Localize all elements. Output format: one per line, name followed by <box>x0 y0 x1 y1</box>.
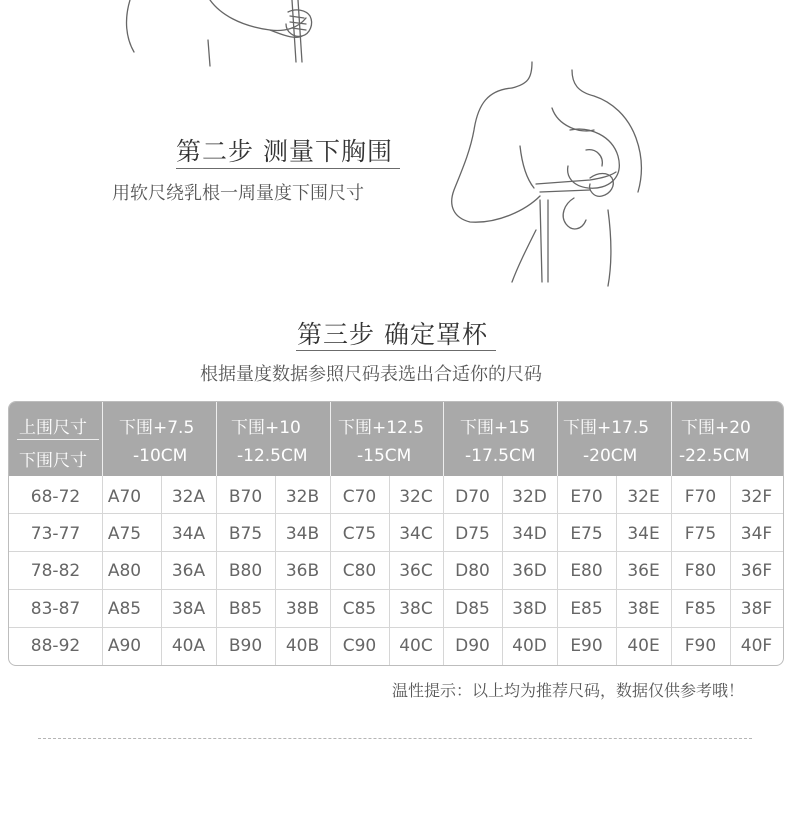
size-cell: F90 <box>684 636 717 656</box>
size-cell: 32F <box>740 487 773 507</box>
column-header-top: 下围+7.5 <box>119 418 195 438</box>
band-size-cell: 78-82 <box>30 561 81 581</box>
column-header-top: 下围+15 <box>460 418 530 438</box>
step3-title: 第三步 确定罩杯 <box>297 320 488 349</box>
measuring-tape-figure-icon <box>120 0 320 70</box>
dashed-divider <box>38 738 752 739</box>
size-cell: A70 <box>107 487 142 507</box>
header-divider <box>216 402 217 476</box>
size-cell: F70 <box>684 487 717 507</box>
size-cell: 36B <box>285 561 320 581</box>
size-cell: 40A <box>171 636 206 656</box>
size-cell: B70 <box>228 487 263 507</box>
column-header-top: 下围+12.5 <box>338 418 425 438</box>
size-cell: 40D <box>512 636 547 656</box>
header-left-divider <box>17 439 99 440</box>
step2-title-underline <box>176 168 400 169</box>
table-header <box>9 402 783 476</box>
header-top-left: 上围尺寸 <box>19 418 87 438</box>
column-header-top: 下围+20 <box>681 418 751 438</box>
step2-title: 第二步 测量下胸围 <box>176 137 393 166</box>
header-bottom-left: 下围尺寸 <box>19 451 87 471</box>
size-cell: 38D <box>512 599 547 619</box>
size-cell: B80 <box>228 561 263 581</box>
size-cell: 32E <box>627 487 660 507</box>
size-cell: 34E <box>627 524 660 544</box>
table-row <box>9 479 783 516</box>
column-header-bottom: -17.5CM <box>465 446 536 466</box>
size-cell: C85 <box>342 599 377 619</box>
size-cell: C75 <box>342 524 377 544</box>
size-cell: D70 <box>455 487 490 507</box>
column-header-bottom: -22.5CM <box>679 446 750 466</box>
column-header-top: 下围+17.5 <box>563 418 650 438</box>
table-row <box>9 591 783 628</box>
column-header-bottom: -15CM <box>357 446 412 466</box>
header-divider <box>443 402 444 476</box>
size-cell: D80 <box>455 561 490 581</box>
size-cell: 40B <box>285 636 320 656</box>
size-cell: 36E <box>627 561 660 581</box>
column-header-bottom: -10CM <box>133 446 188 466</box>
size-cell: 40C <box>399 636 433 656</box>
band-size-cell: 73-77 <box>30 524 81 544</box>
size-cell: E85 <box>570 599 603 619</box>
size-cell: F80 <box>684 561 717 581</box>
size-cell: 32C <box>399 487 433 507</box>
size-cell: 38C <box>399 599 433 619</box>
size-cell: 36A <box>171 561 206 581</box>
size-cell: D90 <box>455 636 490 656</box>
size-cell: 32B <box>285 487 320 507</box>
size-cell: A90 <box>107 636 142 656</box>
size-cell: 34C <box>399 524 433 544</box>
size-cell: 38E <box>627 599 660 619</box>
size-cell: E75 <box>570 524 603 544</box>
size-cell: F75 <box>684 524 717 544</box>
size-cell: 36C <box>399 561 433 581</box>
column-header-bottom: -20CM <box>583 446 638 466</box>
header-divider <box>102 402 103 476</box>
size-cell: E90 <box>570 636 603 656</box>
size-cell: B90 <box>228 636 263 656</box>
step3-subtitle: 根据量度数据参照尺码表选出合适你的尺码 <box>200 364 542 385</box>
size-cell: E80 <box>570 561 603 581</box>
size-cell: F85 <box>684 599 717 619</box>
size-cell: 36F <box>740 561 773 581</box>
table-row <box>9 628 783 665</box>
header-divider <box>671 402 672 476</box>
size-chart-table <box>8 401 784 666</box>
column-header-bottom: -12.5CM <box>237 446 308 466</box>
size-cell: 34F <box>740 524 773 544</box>
size-cell: 36D <box>512 561 547 581</box>
band-size-cell: 68-72 <box>30 487 81 507</box>
size-cell: D85 <box>455 599 490 619</box>
step3-title-underline <box>296 350 496 351</box>
size-cell: C70 <box>342 487 377 507</box>
size-cell: 32A <box>171 487 206 507</box>
size-cell: B75 <box>228 524 263 544</box>
header-divider <box>557 402 558 476</box>
size-cell: A80 <box>107 561 142 581</box>
size-cell: 32D <box>512 487 547 507</box>
band-size-cell: 83-87 <box>30 599 81 619</box>
size-cell: 40E <box>627 636 660 656</box>
size-cell: A85 <box>107 599 142 619</box>
size-cell: 34D <box>512 524 547 544</box>
size-notice: 温性提示：以上均为推荐尺码，数据仅供参考哦！ <box>392 681 745 700</box>
size-cell: 40F <box>740 636 773 656</box>
band-size-cell: 88-92 <box>30 636 81 656</box>
size-cell: A75 <box>107 524 142 544</box>
size-cell: E70 <box>570 487 603 507</box>
size-cell: B85 <box>228 599 263 619</box>
header-divider <box>330 402 331 476</box>
size-cell: 34B <box>285 524 320 544</box>
size-cell: 38A <box>171 599 206 619</box>
size-cell: 38B <box>285 599 320 619</box>
size-cell: 34A <box>171 524 206 544</box>
size-cell: C90 <box>342 636 377 656</box>
size-cell: C80 <box>342 561 377 581</box>
size-cell: D75 <box>455 524 490 544</box>
column-header-top: 下围+10 <box>231 418 301 438</box>
table-row <box>9 553 783 590</box>
table-row <box>9 516 783 553</box>
underbust-measure-figure-icon <box>440 60 655 290</box>
step2-subtitle: 用软尺绕乳根一周量度下围尺寸 <box>112 183 364 204</box>
size-cell: 38F <box>740 599 773 619</box>
